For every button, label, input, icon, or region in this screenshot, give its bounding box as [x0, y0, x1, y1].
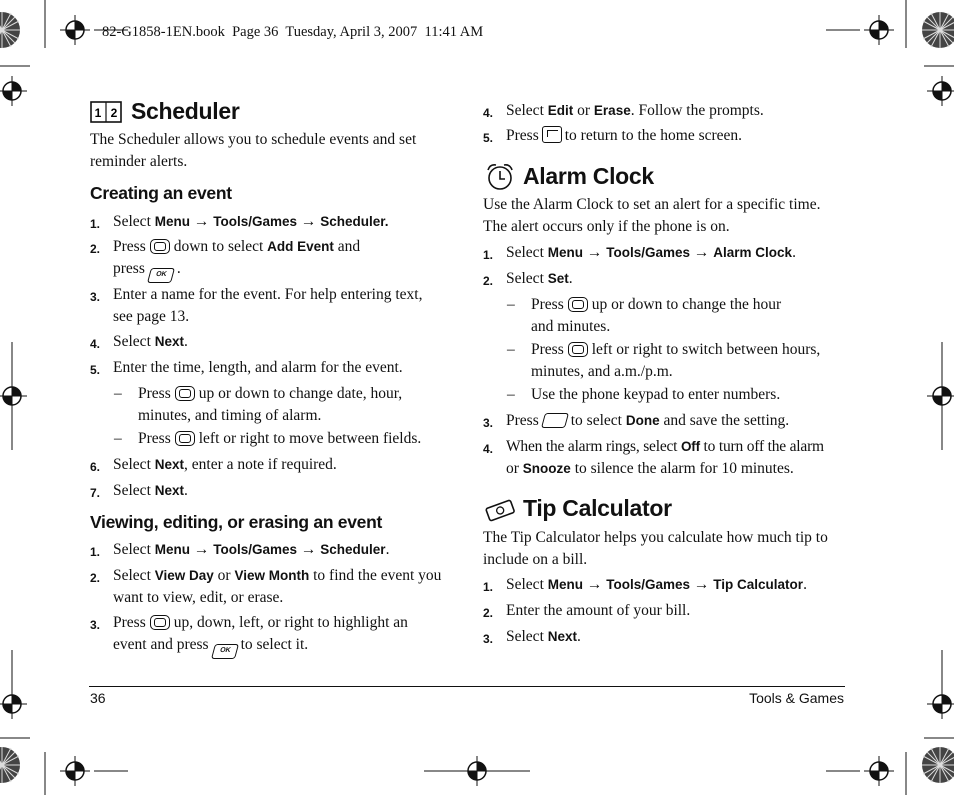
page-number: 36 — [90, 690, 106, 706]
scheduler-title: Scheduler — [131, 98, 240, 124]
navigation-key-icon — [175, 386, 195, 401]
registration-mark-icon — [0, 689, 27, 719]
viewing-heading: Viewing, editing, or erasing an event — [90, 512, 382, 532]
viewing-step-2: 2. Select View Day or View Month to find the event you want to view, edit, or erase. — [90, 567, 442, 606]
color-wheel-icon — [920, 10, 954, 50]
registration-mark-icon — [864, 756, 894, 786]
navigation-key-icon — [568, 342, 588, 357]
ok-key-icon: OK — [211, 644, 239, 659]
creating-heading: Creating an event — [90, 183, 232, 203]
navigation-key-icon — [568, 297, 588, 312]
registration-mark-icon — [0, 76, 27, 106]
tip-calculator-title: Tip Calculator — [523, 495, 672, 521]
navigation-key-icon — [150, 615, 170, 630]
ok-key-icon — [541, 413, 569, 428]
svg-text:2: 2 — [110, 106, 118, 120]
color-wheel-icon — [0, 745, 22, 785]
registration-mark-icon — [60, 15, 90, 45]
color-wheel-icon — [0, 10, 22, 50]
registration-mark-icon — [927, 689, 954, 719]
registration-mark-icon — [0, 381, 27, 411]
alarm-substep-2: – Press left or right to switch between hours, minutes, and a.m./p.m. — [507, 341, 821, 380]
end-key-icon — [542, 126, 562, 143]
registration-mark-icon — [462, 756, 492, 786]
registration-mark-icon — [864, 15, 894, 45]
alarm-clock-icon — [484, 162, 516, 192]
navigation-key-icon — [150, 239, 170, 254]
print-slug: 82-G1858-1EN.book Page 36 Tuesday, April 3, 2007 11:41 AM — [102, 24, 484, 40]
creating-step-3: 3. Enter a name for the event. For help entering text, see page 13. — [90, 286, 423, 325]
alarm-intro: Use the Alarm Clock to set an alert for a specific time. The alert occurs only if the phone is on. — [483, 196, 821, 235]
alarm-substep-1: – Press up or down to change the hour and minutes. — [507, 296, 782, 335]
registration-mark-icon — [927, 76, 954, 106]
scheduler-intro: The Scheduler allows you to schedule events and set reminder alerts. — [90, 131, 417, 170]
registration-mark-icon — [927, 381, 954, 411]
footer-section: Tools & Games — [749, 690, 844, 706]
registration-mark-icon — [60, 756, 90, 786]
tip-intro: The Tip Calculator helps you calculate how much tip to include on a bill. — [483, 529, 828, 568]
color-wheel-icon — [920, 745, 954, 785]
ok-key-icon: OK — [147, 268, 175, 283]
viewing-step-3: 3. Press up, down, left, or right to highlight an event and press OK to select it. — [90, 612, 460, 658]
alarm-clock-title: Alarm Clock — [523, 163, 654, 189]
creating-step-2: 2. Press down to select Add Event and press OK . — [90, 236, 460, 282]
tip-calculator-icon — [484, 498, 516, 522]
svg-text:1: 1 — [94, 106, 102, 120]
scheduler-icon — [90, 101, 122, 123]
footer-rule — [89, 686, 845, 687]
alarm-step-4: 4. When the alarm rings, select Off to turn off the alarm or Snooze to silence the alarm for 10 minutes. — [483, 438, 824, 477]
creating-substep-1: – Press up or down to change date, hour, minutes, and timing of alarm. — [114, 385, 403, 424]
navigation-key-icon — [175, 431, 195, 446]
